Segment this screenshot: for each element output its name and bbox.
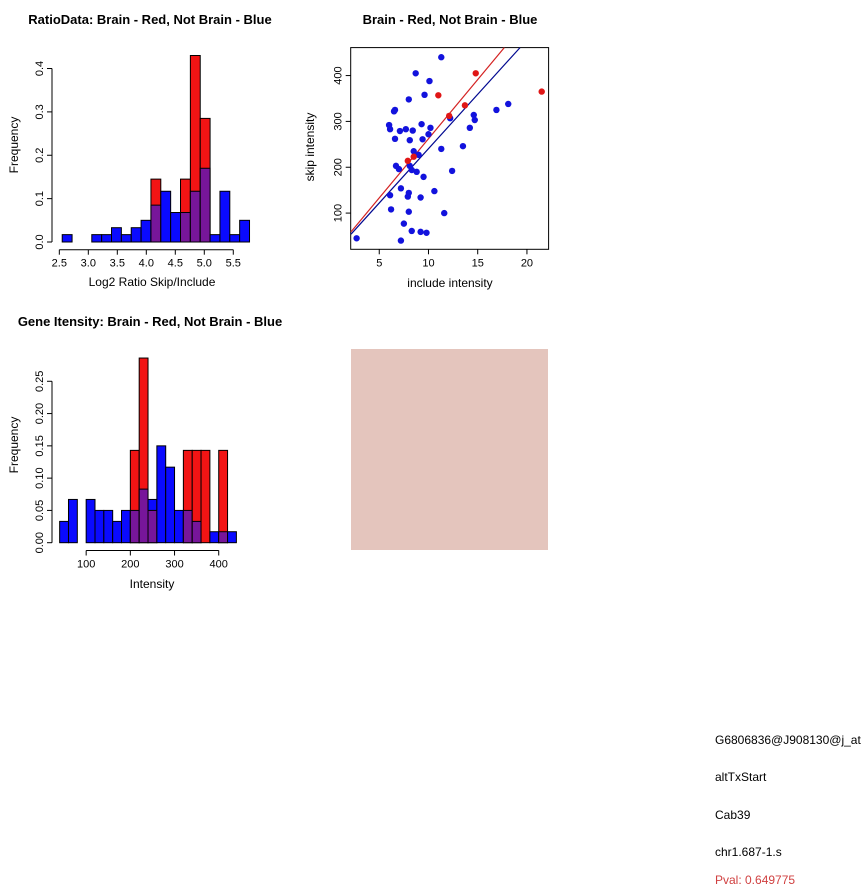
y-tick-label: 0.3 bbox=[34, 104, 46, 120]
notbrain-point bbox=[427, 125, 433, 131]
plot-box bbox=[351, 48, 549, 250]
notbrain-point bbox=[493, 107, 499, 113]
ratio-histogram-title: RatioData: Brain - Red, Not Brain - Blue bbox=[28, 12, 272, 27]
notbrain-point bbox=[391, 108, 397, 114]
histogram-bar bbox=[104, 510, 113, 542]
gene-info-panel bbox=[351, 349, 861, 887]
gene-histogram-xlabel: Intensity bbox=[129, 577, 175, 591]
histogram-bar bbox=[166, 467, 175, 543]
x-tick-label: 5.0 bbox=[196, 257, 212, 270]
notbrain-point bbox=[505, 101, 511, 107]
notbrain-point bbox=[421, 92, 427, 98]
y-tick-label: 0.05 bbox=[34, 499, 46, 522]
notbrain-point bbox=[449, 168, 455, 174]
notbrain-point bbox=[472, 117, 478, 123]
notbrain-point bbox=[419, 136, 425, 142]
y-tick-label: 0.2 bbox=[34, 147, 46, 163]
notbrain-point bbox=[398, 237, 404, 243]
histogram-bar bbox=[210, 532, 219, 543]
gene-histogram-title: Gene Itensity: Brain - Red, Not Brain - Blue bbox=[17, 314, 283, 329]
notbrain-point bbox=[460, 143, 466, 149]
ratio-histogram-ylabel: Frequency bbox=[7, 116, 21, 174]
histogram-bar bbox=[171, 213, 181, 242]
histogram-bar-overlap bbox=[219, 532, 228, 543]
probe-id-text: G6806836@J908130@j_at bbox=[715, 733, 861, 747]
histogram-bar bbox=[102, 235, 112, 242]
y-tick-label: 0.00 bbox=[34, 531, 46, 554]
histogram-bar-overlap bbox=[200, 168, 210, 242]
brain-point bbox=[446, 113, 452, 119]
histogram-bar bbox=[131, 228, 141, 242]
histogram-bar bbox=[95, 510, 104, 542]
x-tick-label: 20 bbox=[520, 257, 534, 270]
notbrain-point bbox=[418, 121, 424, 127]
histogram-bar bbox=[141, 220, 151, 242]
histogram-bar-overlap bbox=[130, 510, 139, 542]
y-tick-label: 0.1 bbox=[34, 190, 46, 207]
notbrain-point bbox=[403, 126, 409, 132]
notbrain-point bbox=[413, 169, 419, 175]
histogram-bar bbox=[121, 235, 131, 242]
gene-histogram-ylabel: Frequency bbox=[7, 416, 21, 474]
y-tick-label: 200 bbox=[332, 158, 345, 177]
histogram-bar bbox=[161, 191, 171, 242]
brain-point bbox=[539, 88, 545, 94]
notbrain-point bbox=[431, 188, 437, 194]
notbrain-point bbox=[417, 194, 423, 200]
ratio-histogram-xlabel: Log2 Ratio Skip/Include bbox=[88, 275, 216, 289]
y-tick-label: 0.4 bbox=[34, 60, 46, 77]
x-tick-label: 200 bbox=[121, 558, 140, 571]
pval-text: Pval: 0.649775 bbox=[715, 873, 796, 887]
scatter-ylabel: skip intensity bbox=[303, 112, 317, 182]
brain-point bbox=[405, 158, 411, 164]
histogram-bar bbox=[210, 235, 220, 242]
notbrain-point bbox=[353, 235, 359, 241]
x-tick-label: 3.5 bbox=[109, 257, 125, 270]
notbrain-point bbox=[406, 190, 412, 196]
region-text: chr1.687-1.s bbox=[715, 845, 782, 859]
y-tick-label: 0.0 bbox=[34, 234, 46, 250]
histogram-bar-overlap bbox=[148, 510, 157, 542]
notbrain-point bbox=[410, 127, 416, 133]
x-tick-label: 5 bbox=[376, 257, 383, 270]
x-tick-label: 5.5 bbox=[225, 257, 241, 270]
histogram-bar bbox=[122, 510, 131, 542]
x-tick-label: 400 bbox=[209, 558, 228, 571]
notbrain-point bbox=[438, 146, 444, 152]
histogram-bar bbox=[86, 499, 95, 542]
notbrain-point bbox=[397, 128, 403, 134]
y-tick-label: 0.20 bbox=[34, 402, 46, 425]
notbrain-point bbox=[388, 206, 394, 212]
notbrain-point bbox=[409, 228, 415, 234]
brain-point bbox=[473, 70, 479, 76]
histogram-bar bbox=[92, 235, 102, 242]
notbrain-point bbox=[438, 54, 444, 60]
notbrain-point bbox=[441, 210, 447, 216]
notbrain-point bbox=[392, 136, 398, 142]
brain-point bbox=[462, 102, 468, 108]
x-tick-label: 3.0 bbox=[80, 257, 96, 270]
histogram-bar bbox=[175, 510, 184, 542]
histogram-bar-overlap bbox=[181, 213, 191, 242]
notbrain-point bbox=[387, 126, 393, 132]
histogram-bar bbox=[240, 220, 250, 242]
notbrain-point bbox=[396, 166, 402, 172]
x-tick-label: 100 bbox=[76, 558, 96, 571]
histogram-bar bbox=[112, 228, 122, 242]
histogram-bar-overlap bbox=[183, 510, 192, 542]
histogram-bar bbox=[219, 450, 228, 542]
histogram-bar bbox=[60, 521, 69, 542]
notbrain-fit-line bbox=[351, 48, 520, 235]
notbrain-point bbox=[467, 125, 473, 131]
histogram-bar-overlap bbox=[139, 489, 148, 543]
notbrain-point bbox=[401, 220, 407, 226]
histogram-bar-overlap bbox=[151, 205, 161, 242]
histogram-bar bbox=[230, 235, 240, 242]
y-tick-label: 400 bbox=[332, 66, 345, 85]
notbrain-point bbox=[412, 70, 418, 76]
x-tick-label: 4.0 bbox=[138, 257, 154, 270]
y-tick-label: 100 bbox=[332, 203, 345, 223]
notbrain-point bbox=[425, 131, 431, 137]
notbrain-point bbox=[423, 230, 429, 236]
notbrain-point bbox=[398, 185, 404, 191]
brain-point bbox=[411, 154, 417, 160]
histogram-bar bbox=[220, 191, 230, 242]
gene-symbol-text: Cab39 bbox=[715, 808, 751, 822]
scatter-title: Brain - Red, Not Brain - Blue bbox=[362, 12, 538, 27]
notbrain-point bbox=[407, 137, 413, 143]
x-tick-label: 2.5 bbox=[51, 257, 67, 270]
histogram-bar-overlap bbox=[192, 521, 201, 542]
histogram-bar bbox=[62, 235, 72, 242]
notbrain-point bbox=[406, 96, 412, 102]
y-tick-label: 0.15 bbox=[34, 435, 46, 457]
notbrain-point bbox=[426, 78, 432, 84]
histogram-bar bbox=[68, 499, 77, 542]
histogram-bar bbox=[157, 446, 166, 543]
brain-point bbox=[435, 92, 441, 98]
brain-fit-line bbox=[351, 48, 504, 232]
histogram-bar bbox=[201, 450, 210, 542]
y-tick-label: 300 bbox=[332, 112, 345, 131]
histogram-bar bbox=[228, 532, 237, 543]
notbrain-point bbox=[417, 229, 423, 235]
event-type-text: altTxStart bbox=[715, 770, 767, 784]
x-tick-label: 4.5 bbox=[167, 257, 183, 270]
y-tick-label: 0.25 bbox=[34, 370, 46, 392]
x-tick-label: 10 bbox=[422, 257, 435, 270]
x-tick-label: 15 bbox=[471, 257, 484, 270]
histogram-bar bbox=[113, 521, 122, 542]
scatter-xlabel: include intensity bbox=[407, 276, 493, 290]
y-tick-label: 0.10 bbox=[34, 467, 46, 489]
notbrain-point bbox=[387, 192, 393, 198]
histogram-bar-overlap bbox=[190, 191, 200, 242]
x-tick-label: 300 bbox=[165, 558, 184, 571]
notbrain-point bbox=[406, 209, 412, 215]
notbrain-point bbox=[420, 174, 426, 180]
